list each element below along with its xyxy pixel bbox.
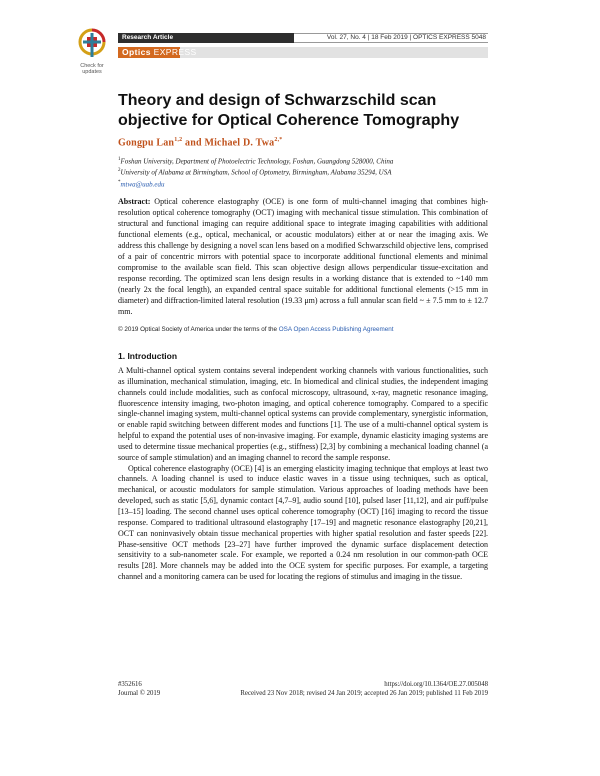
- email-link[interactable]: mtwa@uab.edu: [120, 179, 165, 188]
- author-1-sup: 1,2: [174, 137, 183, 143]
- affiliations: [118, 155, 488, 189]
- author-conjunction: and: [182, 137, 205, 149]
- license-link[interactable]: OSA Open Access Publishing Agreement: [278, 326, 394, 333]
- section-body: [118, 366, 488, 583]
- paragraph: Optical coherence elastography (OCE) [4] is an emerging elasticity imaging technique that employs at least two channels. A loading channel is used to induce elastic waves in a tissue using techniques, such as optical, mechanical, or acoustic modulators for sample stimulation. Various approaches of loading methods have been developed, such as static [5,6], dynamic contact [4,7–9], audio sound [10], pulsed laser [11,12], and air puff/pulse [13–15] loading. The second channel uses optical coherence tomography (OCT) [16] imaging to record the tissue response. Compared to traditional ultrasound elastography [17–19] and magnetic resonance elastography [20,21], OCT can noninvasively obtain tissue mechanical properties with higher spatial resolution and faster speeds [22]. Phase-sensitive OCT methods [23–27] have further improved the dynamic surface displacement detection sensitivity to a sub-nanometer scale. For example, we reported a 0.24 nm resolution in our common-path OCE results [28]. More channels may be added into the OCE system for specific purposes. For example, a targeting channel and a monitoring camera can be used for locating the regions of stimulus and imaging in the tissue.: [118, 463, 488, 582]
- affiliation-2: University of Alabama at Birmingham, School of Optometry, Birmingham, Alabama 35294, USA: [120, 168, 392, 177]
- journal-suffix: EXPRESS: [153, 47, 197, 57]
- journal-logo: [118, 47, 197, 58]
- abstract-label: Abstract:: [118, 197, 151, 206]
- author-list: [118, 137, 488, 148]
- paper-title: Theory and design of Schwarzschild scan objective for Optical Coherence Tomography: [118, 92, 460, 129]
- abstract-text: Optical coherence elastography (OCE) is one form of multi-channel imaging that combines high-resolution optical coherence tomography (OCT) imaging with mechanical tissue stimulation. This combination of structural and functional imaging can require additional space to integrate imaging capabilities with additional functional elements (e.g., optical, mechanical, or acoustic modulators) either at or near the imaging axis. We address this challenge by designing a novel scan lens based on a modified Schwarzschild objective lens, comprised of a pair of concentric mirrors with potential space to incorporate additional functional elements and minimal compromise to the available scan field. This scan objective design allows perpendicular tissue-excitation and response recording. The optimized scan lens design results in a working distance that is extended to ~140 mm (nearly 2x the focal length), an expanded central space suitable for additional functional elements (>15 mm in diameter) and diffraction-limited lateral resolution (19.33 μm) across a full annular scan field ~ ± 7.5 mm to ± 12.7 mm.: [118, 197, 488, 317]
- copyright-line: [118, 326, 488, 333]
- doi-link[interactable]: https://doi.org/10.1364/OE.27.005048: [384, 681, 488, 688]
- article-type: Research Article: [118, 33, 294, 43]
- journal-band: [118, 47, 488, 58]
- page-footer: [118, 681, 488, 698]
- author-2-sup: 2,*: [274, 137, 283, 143]
- header-band: [118, 33, 488, 43]
- affiliation-1: Foshan University, Department of Photoelectric Technology, Foshan, Guangdong 528000, China: [120, 157, 394, 166]
- journal-copyright: Journal © 2019: [118, 689, 161, 697]
- copyright-text: © 2019 Optical Society of America under the terms of the: [118, 326, 279, 333]
- manuscript-id: #352616: [118, 681, 142, 688]
- crossmark-label: Check for updates: [80, 63, 104, 75]
- affiliation-1-sup: 1: [118, 157, 121, 162]
- section-heading: 1. Introduction: [118, 351, 178, 361]
- author-1: Gongpu Lan: [118, 137, 175, 149]
- affiliation-2-sup: 2: [118, 168, 121, 174]
- citation-line: Vol. 27, No. 4 | 18 Feb 2019 | OPTICS EXPRESS 5048: [294, 33, 488, 43]
- author-2: Michael D. Twa: [204, 137, 275, 149]
- paragraph: A Multi-channel optical system contains several independent working channels with various functionalities, such as illumination, mechanical stimulation, imaging, etc. In biomedical and clinical studies, the independent imaging channels could include modalities, such as confocal microscopy, ultrasound, x-ray, magnetic resonance imaging, fluorescence intensity imaging, two-photon imaging, and optical coherence tomography. Compared to a specific single-channel imaging system, multi-channel optical systems can provide complementary, synergistic information, or enable rapid switching between different modes and functions [1]. The use of a multi-channel optical system is helpful to expand the potential uses of non-invasive imaging. For example, dynamic elasticity imaging systems are used to determine tissue mechanical properties (e.g., stiffness) [2,3] by combining a mechanical loading channel (a source of sample stimulation) and an imaging channel to record the sample response.: [118, 366, 488, 462]
- journal-prefix: Optics: [122, 47, 151, 57]
- email-sup: *: [118, 179, 121, 185]
- crossmark-logo-icon[interactable]: [78, 28, 106, 62]
- history-dates: Received 23 Nov 2018; revised 24 Jan 2019; accepted 26 Jan 2019; published 11 Feb 2019: [240, 689, 488, 697]
- abstract: [118, 196, 488, 318]
